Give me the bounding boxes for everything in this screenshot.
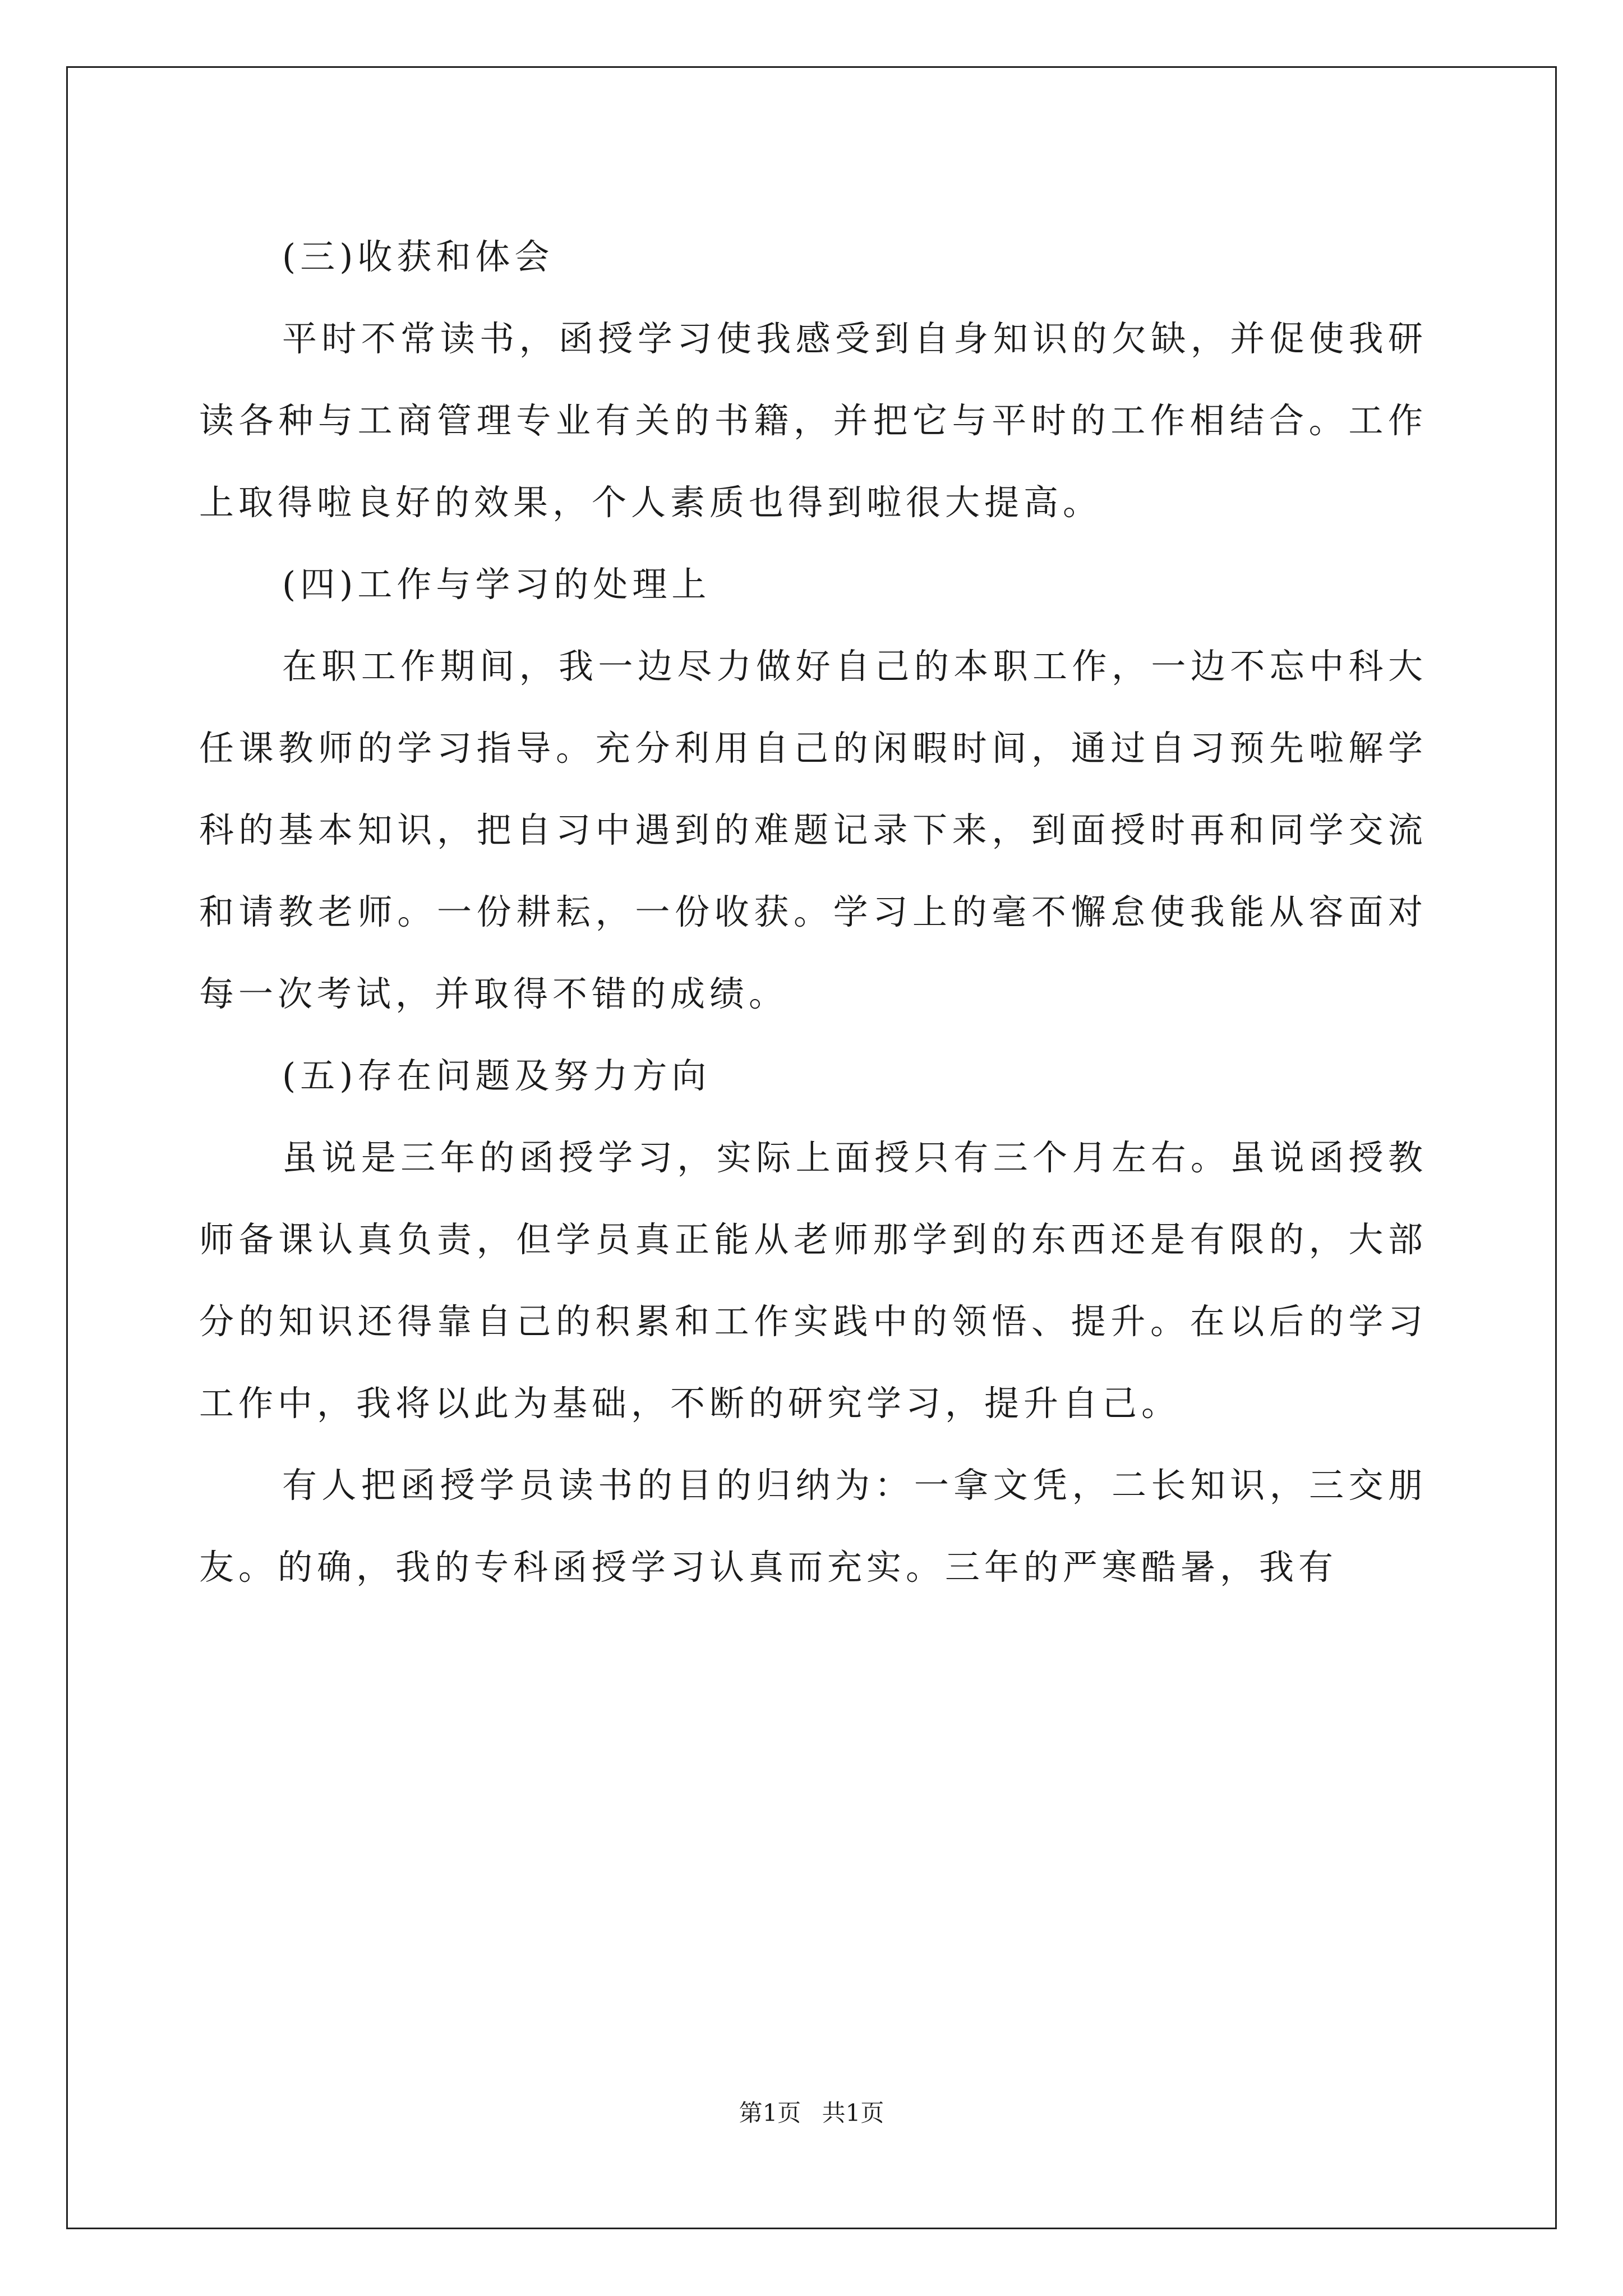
page-footer — [0, 2099, 1623, 2127]
section-heading-5: (五)存在问题及努力方向 — [282, 1055, 711, 1096]
page-number: 第1页 — [739, 2099, 801, 2127]
paragraph: 虽说是三年的函授学习，实际上面授只有三个月左右。虽说函授教师备课认真负责，但学员真正能从老师那学到的东西还是有限的，大部分的知识还得靠自己的积累和工作实践中的领悟、提升。在以后的学习工作中，我将以此为基础，不断的研究学习，提升自己。 — [199, 1137, 1427, 1424]
section-heading-4: (四)工作与学习的处理上 — [282, 564, 711, 605]
paragraph: 在职工作期间，我一边尽力做好自己的本职工作，一边不忘中科大任课教师的学习指导。充分利用自己的闲暇时间，通过自习预先啦解学科的基本知识，把自习中遇到的难题记录下来，到面授时再和同学交流和请教老师。一份耕耘，一份收获。学习上的毫不懈怠使我能从容面对每一次考试，并取得不错的成绩。 — [199, 646, 1427, 1014]
paragraph: 平时不常读书，函授学习使我感受到自身知识的欠缺，并促使我研读各种与工商管理专业有关的书籍，并把它与平时的工作相结合。工作上取得啦良好的效果，个人素质也得到啦很大提高。 — [199, 318, 1427, 523]
section-heading-3: (三)收获和体会 — [282, 236, 554, 277]
document-body — [199, 216, 1427, 1608]
page-total: 共1页 — [822, 2099, 884, 2127]
paragraph: 有人把函授学员读书的目的归纳为：一拿文凭，二长知识，三交朋友。的确，我的专科函授学习认真而充实。三年的严寒酷暑，我有 — [199, 1465, 1427, 1588]
